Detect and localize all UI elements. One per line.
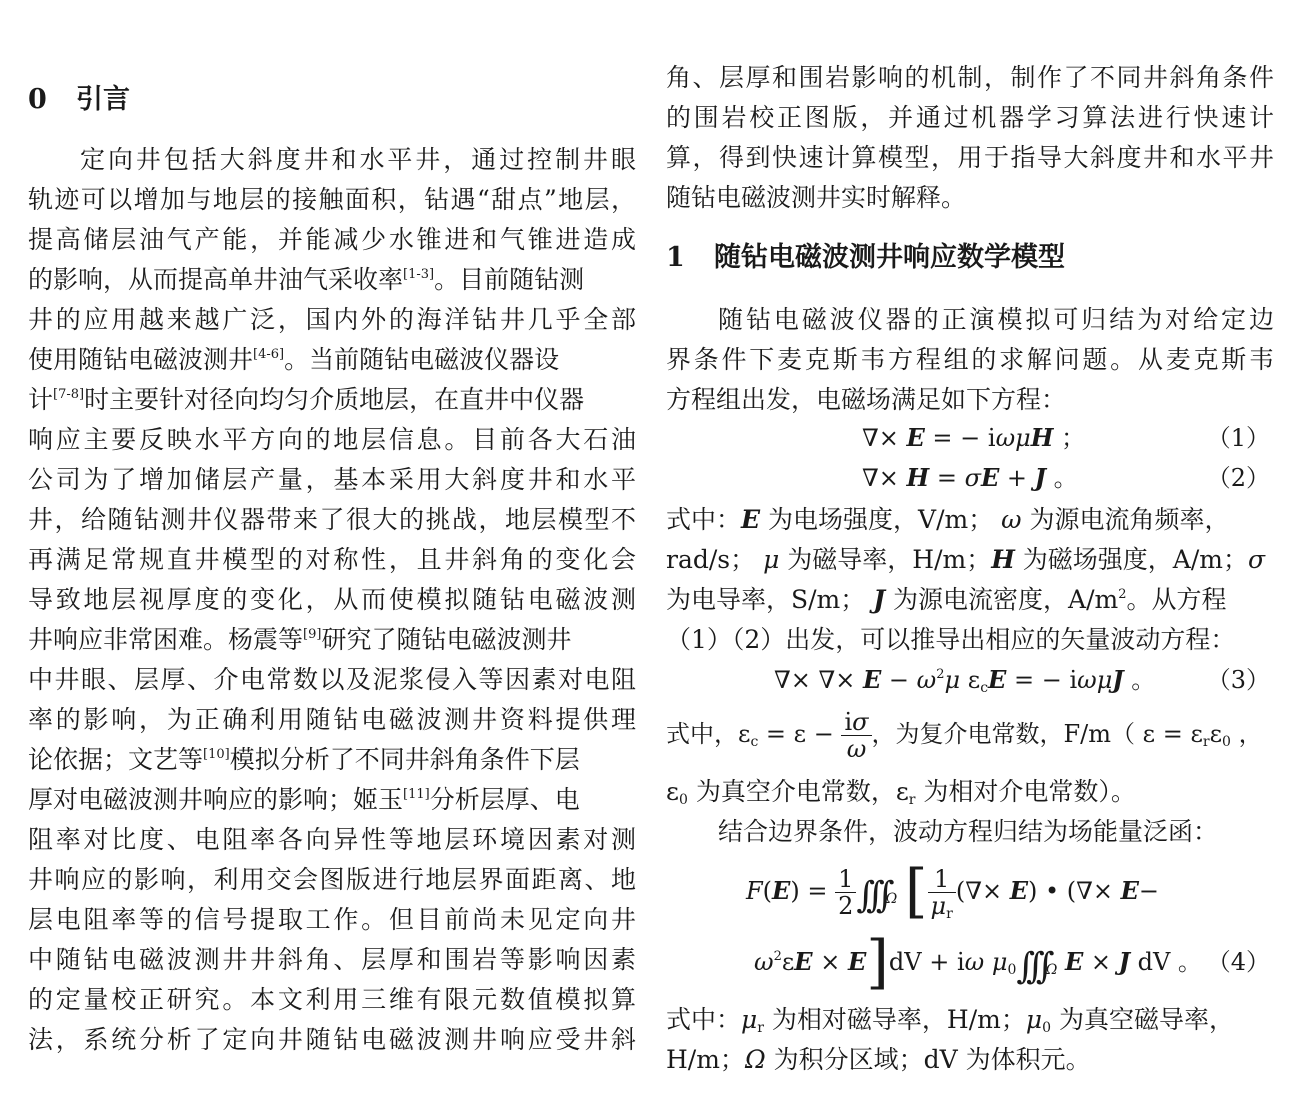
text-span: 使用随钻电磁波测井 [28,345,254,374]
text-span: 。从方程 [1126,585,1227,614]
text-span: 为积分区域；dV 为体积元。 [765,1045,1091,1074]
text-span: 为电场强度，V/m； [760,505,994,534]
section-heading-intro [28,80,636,120]
text-span: 研究了随钻电磁波测井 [321,625,572,654]
text-line: 式中：$\mu_r$ 为相对磁导率，H/m；$\mu_0$ 为真空磁导率， [666,1005,1234,1036]
text-line: 法，系统分析了定向井随钻电磁波测井响应受井斜 [28,1025,636,1054]
equation-body: $\omega^2\varepsilon E \times E]dV + i\omega$ $\mu_0\int\int\int_\Omega$ E × J dV 。 [754,928,1202,996]
text-line: H/m；Ω 为积分区域；dV 为体积元。 [666,1045,1091,1074]
equation-number: （1） [1206,424,1270,452]
text-span: ，为复介电常数，F/m（ [871,720,1136,748]
text-span: 厚对电磁波测井响应的影响；姬玉 [28,785,404,814]
text-span: 式中： [666,1005,742,1034]
text-span: 为磁导率，H/m； [779,545,992,574]
equation-body: ∇× E = − iωμH ； [862,423,1086,452]
text-line: 中随钻电磁波测井井斜角、层厚和围岩等影响因素 [28,945,636,974]
text-line [28,340,636,380]
text-line: 结合边界条件，波动方程归结为场能量泛函： [718,817,1219,846]
text-span: 为源电流角频率， [1021,505,1230,534]
equation-number: （3） [1206,666,1270,694]
text-span: 。目前随钻测 [434,265,585,294]
text-span: 的影响，从而提高单井油气采收率 [28,265,404,294]
text-line: （1）（2）出发，可以推导出相应的矢量波动方程： [666,625,1236,654]
equation-body: ∇× H = σE + J 。 [862,463,1078,492]
text-line: 算，得到快速计算模型，用于指导大斜度井和水平井 [666,143,1274,172]
equation-4-line-1 [666,856,1274,926]
text-line: $\varepsilon_0$ 为真空介电常数，$\varepsilon_r$ 为相对介电常数）。 [666,777,1136,808]
text-line: 随钻电磁波测井实时解释。 [666,183,967,212]
text-span: 论依据；文艺等 [28,745,204,774]
equation-body: F(E) = $\frac{1}{2}$ $\int\int\int_\Omega$ [ $\frac{1}{\mu_r}$ (∇× E) • (∇× E− [746,857,1160,925]
equation-2 [666,458,1274,498]
equation-number: （4） [1206,948,1270,976]
text-line: rad/s； μ 为磁导率，H/m；H 为磁场强度，A/m；σ [666,545,1266,574]
text-line [28,740,636,780]
text-span: 模拟分析了不同井斜角条件下层 [229,745,580,774]
text-span: 。当前随钻电磁波仪器设 [284,345,560,374]
text-span: 时主要针对径向均匀介质地层，在直井中仪器 [84,385,585,414]
citation: [11] [403,787,430,802]
text-line: 随钻电磁波仪器的正演模拟可归结为对给定边 [718,305,1274,334]
text-span: 式中， [666,720,738,748]
text-line: 井响应的影响，利用交会图版进行地层界面距离、地 [28,865,636,894]
text-span: 计 [28,385,54,414]
citation: [9] [303,627,322,642]
text-span: rad/s； [666,545,756,574]
text-line: 的定量校正研究。本文利用三维有限元数值模拟算 [28,985,636,1014]
text-span: 为真空介电常数， [687,777,896,806]
text-span: 为相对介电常数）。 [915,777,1136,806]
text-span: 为磁场强度，A/m； [1014,545,1248,574]
text-span: H/m； [666,1045,745,1074]
citation: [7-8] [53,387,85,402]
text-line: 导致地层视厚度的变化，从而使模拟随钻电磁波测 [28,585,636,614]
text-span: 为相对磁导率，H/m； [763,1005,1026,1034]
text-line: 轨迹可以增加与地层的接触面积，钻遇“甜点”地层， [28,185,636,214]
text-line: 式中：E 为电场强度，V/m； ω 为源电流角频率， [666,505,1230,534]
text-span: 井响应非常困难。杨震等 [28,625,304,654]
text-line [28,380,636,420]
text-line: 定向井包括大斜度井和水平井，通过控制井眼 [80,145,636,174]
section-title: 随钻电磁波测井响应数学模型 [714,242,1065,273]
equation-number: （2） [1206,464,1270,492]
text-line: 响应主要反映水平方向的地层信息。目前各大石油 [28,425,636,454]
equation-3 [666,660,1274,700]
text-line: 井的应用越来越广泛，国内外的海洋钻井几乎全部 [28,305,636,334]
citation: [10] [203,747,230,762]
text-line [28,780,636,820]
text-line: 层电阻率等的信号提取工作。但目前尚未见定向井 [28,905,636,934]
text-line: 提高储层油气产能，并能减少水锥进和气锥进造成 [28,225,636,254]
text-line: 井，给随钻测井仪器带来了很大的挑战，地层模型不 [28,505,636,534]
text-line: 率的影响，为正确利用随钻电磁波测井资料提供理 [28,705,636,734]
text-line [28,260,636,300]
text-line: 阻率对比度、电阻率各向异性等地层环境因素对测 [28,825,636,854]
text-line: 式中，$\varepsilon_c = \varepsilon$ − $\frac{i\sigma}{\omega}$ ，为复介电常数，F/m（ $\varepsilon = \varepsilon_r\varepsilon_0$ ， [666,707,1263,763]
text-span: 式中： [666,505,742,534]
section-title: 引言 [76,84,130,115]
text-line: 方程组出发，电磁场满足如下方程： [666,385,1067,414]
text-span: 为电导率，S/m； [666,585,866,614]
text-line: 中井眼、层厚、介电常数以及泥浆侵入等因素对电阻 [28,665,636,694]
text-line: 公司为了增加储层产量，基本采用大斜度井和水平 [28,465,636,494]
text-line: 为电导率，S/m； J 为源电流密度，$A/m^2$。从方程 [666,585,1227,614]
text-line: 界条件下麦克斯韦方程组的求解问题。从麦克斯韦 [666,345,1274,374]
equation-1 [666,418,1274,458]
text-line: 再满足常规直井模型的对称性，且井斜角的变化会 [28,545,636,574]
text-span: 为真空磁导率， [1051,1005,1234,1034]
text-line [28,620,636,660]
text-line: 角、层厚和围岩影响的机制，制作了不同井斜角条件 [666,63,1274,92]
citation: [1-3] [403,267,435,282]
equation-body: ∇× ∇× $E - \omega^2\mu$ $\varepsilon_cE$ = − iωμJ 。 [774,665,1156,696]
section-heading-model [666,238,1274,278]
text-span: ， [1238,720,1263,748]
citation: [4-6] [253,347,285,362]
section-number: 1 [666,242,685,273]
section-number: 0 [28,84,47,115]
text-span: 为源电流密度，A/m [885,585,1119,614]
fraction: $\frac{i\sigma}{\omega}$ [841,709,871,763]
text-line: 的围岩校正图版，并通过机器学习算法进行快速计 [666,103,1274,132]
text-span: 分析层厚、电 [429,785,580,814]
equation-4-line-2 [666,930,1274,994]
